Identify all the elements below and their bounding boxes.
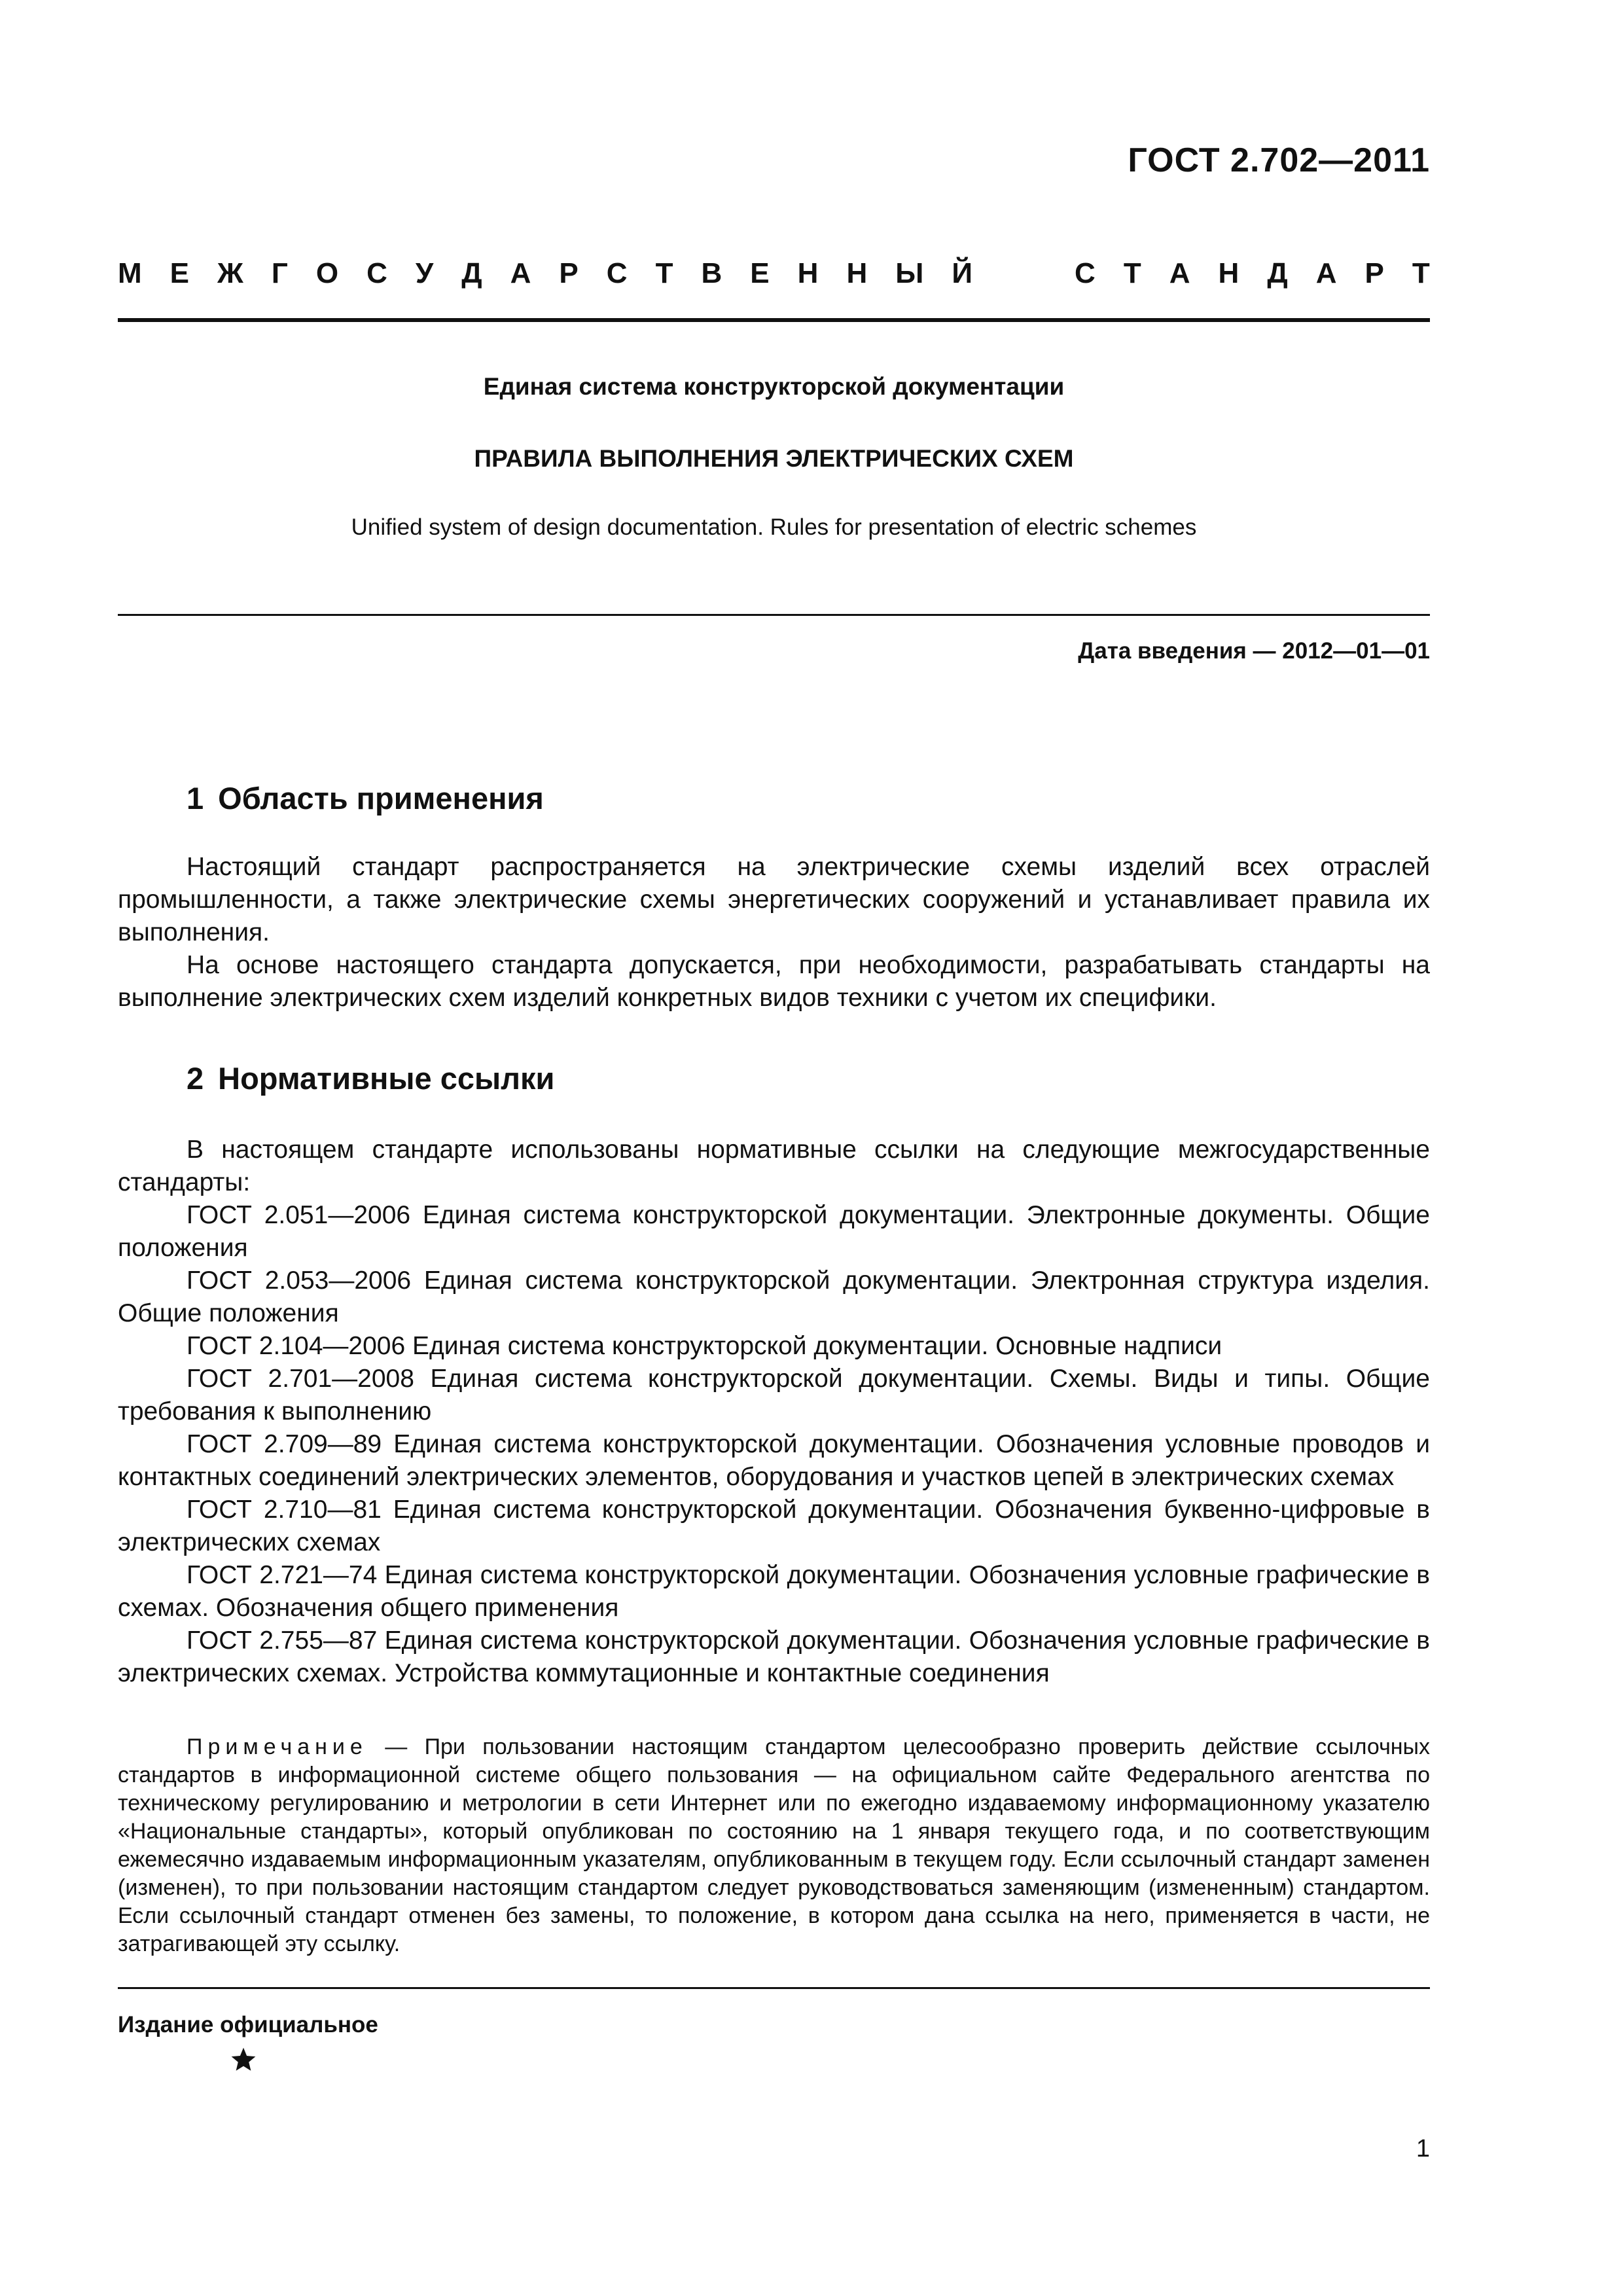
section-number: 1	[187, 781, 204, 816]
reference-item: ГОСТ 2.721—74 Единая система конструкторской документации. Обозначения условные графические в схемах. Обозначения общего применения	[118, 1561, 1430, 1622]
letter: Р	[559, 257, 579, 289]
reference-item: ГОСТ 2.051—2006 Единая система конструкторской документации. Электронные документы. Общие положения	[118, 1201, 1430, 1262]
title-divider	[118, 614, 1430, 616]
word-gap	[1001, 257, 1046, 291]
letter: Г	[271, 257, 288, 289]
note-label: Примечание	[187, 1734, 368, 1759]
letter: Н	[1218, 257, 1240, 289]
letter: Н	[846, 257, 868, 289]
reference-item: ГОСТ 2.709—89 Единая система конструкторской документации. Обозначения условные проводов и контактных соединений электрических элементов, оборудования и участков цепей в электрических схемах	[118, 1430, 1430, 1491]
letter: В	[701, 257, 722, 289]
paragraph: Настоящий стандарт распространяется на электрические схемы изделий всех отраслей промышленности, а также электрические схемы энергетических сооружений и устанавливает правила их выполнения.	[118, 853, 1430, 946]
letter: Т	[655, 257, 673, 289]
letter: Т	[1412, 257, 1430, 289]
reference-item: ГОСТ 2.710—81 Единая система конструкторской документации. Обозначения буквенно-цифровые в электрических схемах	[118, 1496, 1430, 1556]
introduction-date: Дата введения — 2012—01—01	[1078, 638, 1430, 664]
reference-item: ГОСТ 2.701—2008 Единая система конструкторской документации. Схемы. Виды и типы. Общие требования к выполнению	[118, 1365, 1430, 1426]
letter: С	[366, 257, 387, 289]
paragraph: В настоящем стандарте использованы нормативные ссылки на следующие межгосударственные стандарты:	[118, 1136, 1430, 1196]
letter: С	[606, 257, 628, 289]
paragraph: На основе настоящего стандарта допускается, при необходимости, разрабатывать стандарты на выполнение электрических схем изделий конкретных видов техники с учетом их специфики.	[118, 951, 1430, 1012]
letter: У	[415, 257, 434, 289]
letter: М	[118, 257, 142, 289]
footer-divider	[118, 1987, 1430, 1989]
standard-kind-heading	[118, 257, 1430, 291]
letter: Ж	[217, 257, 243, 289]
letter: Е	[750, 257, 770, 289]
section-number: 2	[187, 1061, 204, 1096]
header-divider-thick	[118, 318, 1430, 322]
section-title: Нормативные ссылки	[218, 1061, 555, 1096]
letter: О	[315, 257, 339, 289]
note-text: — При пользовании настоящим стандартом целесообразно проверить действие ссылочных стандартов в информационной системе общего пользования — на официальном сайте Федерального агентства по техническому регулированию и метрологии в сети Интернет или по ежегодно издаваемому информационному указателю «Национальные стандарты», который опубликован по состоянию на 1 января текущего года, и по соответствующим ежемесячно издаваемым информационным указателям, опубликованным в текущем году. Если ссылочный стандарт заменен (изменен), то при пользовании настоящим стандартом следует руководствоваться заменяющим (измененным) стандартом. Если ссылочный стандарт отменен без замены, то положение, в котором дана ссылка на него, применяется в части, не затрагивающей эту ссылку.	[118, 1734, 1430, 1956]
note	[118, 1733, 1430, 1958]
letter: А	[1315, 257, 1337, 289]
section-2-heading	[187, 1060, 554, 1096]
english-title: Unified system of design documentation. Rules for presentation of electric schemes	[351, 514, 1197, 540]
letter: С	[1075, 257, 1096, 289]
section-title: Область применения	[218, 781, 544, 816]
letter: Д	[1267, 257, 1288, 289]
letter: А	[1169, 257, 1190, 289]
letter: Ы	[895, 257, 924, 289]
letter: Т	[1123, 257, 1141, 289]
page-number: 1	[1416, 2135, 1430, 2162]
star-icon	[230, 2046, 257, 2073]
section-2-body	[118, 1134, 1430, 1690]
reference-item: ГОСТ 2.755—87 Единая система конструкторской документации. Обозначения условные графические в электрических схемах. Устройства коммутационные и контактные соединения	[118, 1626, 1430, 1687]
section-1-heading	[187, 780, 544, 816]
document-code: ГОСТ 2.702—2011	[1128, 141, 1430, 179]
reference-item: ГОСТ 2.053—2006 Единая система конструкторской документации. Электронная структура изделия. Общие положения	[118, 1266, 1430, 1327]
letter: Е	[169, 257, 190, 289]
official-edition-label: Издание официальное	[118, 2012, 378, 2037]
section-1-body	[118, 851, 1430, 1014]
letter: Д	[461, 257, 482, 289]
letter: Н	[797, 257, 819, 289]
letter: А	[510, 257, 531, 289]
reference-item: ГОСТ 2.104—2006 Единая система конструкторской документации. Основные надписи	[187, 1332, 1222, 1360]
document-title: ПРАВИЛА ВЫПОЛНЕНИЯ ЭЛЕКТРИЧЕСКИХ СХЕМ	[474, 445, 1074, 472]
system-title: Единая система конструкторской документации	[483, 373, 1065, 400]
letter: Р	[1364, 257, 1384, 289]
letter: Й	[952, 257, 972, 289]
